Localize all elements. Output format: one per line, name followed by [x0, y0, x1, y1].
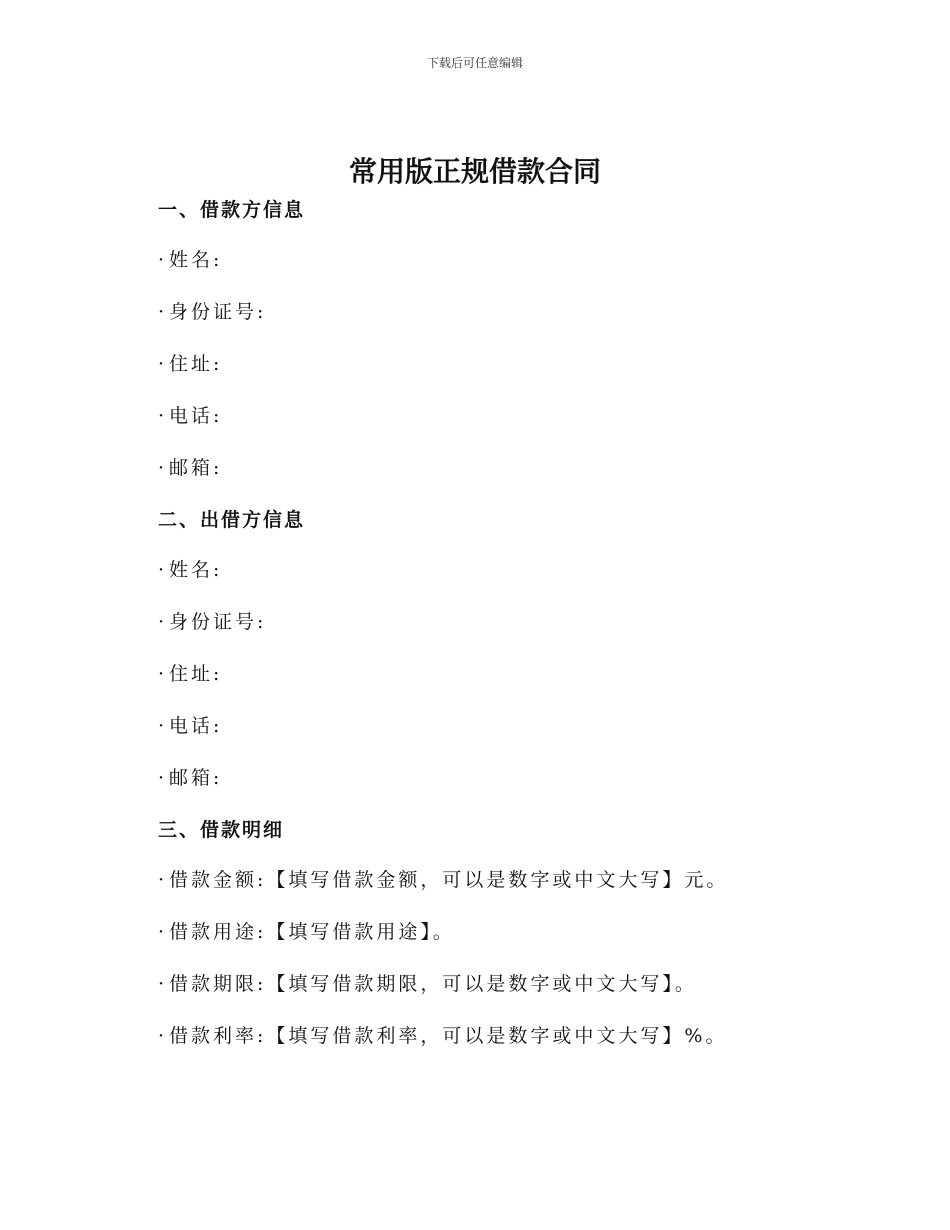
item-text: 借款金额:【填写借款金额，可以是数字或中文大写】元。 — [169, 869, 729, 891]
list-item — [158, 450, 858, 502]
bullet-icon: · — [158, 973, 165, 995]
bullet-icon: · — [158, 249, 165, 271]
item-text: 借款用途:【填写借款用途】。 — [169, 921, 455, 943]
section-lender-info — [158, 502, 858, 812]
section-heading: 一、借款方信息 — [158, 199, 306, 221]
section-heading: 二、出借方信息 — [158, 509, 306, 531]
bullet-icon: · — [158, 715, 165, 737]
bullet-icon: · — [158, 1025, 165, 1047]
section-heading: 三、借款明细 — [158, 819, 285, 841]
item-text: 借款利率:【填写借款利率，可以是数字或中文大写】%。 — [169, 1025, 728, 1047]
bullet-icon: · — [158, 869, 165, 891]
item-text: 邮箱: — [169, 457, 223, 479]
section-loan-details — [158, 812, 858, 1070]
list-item — [158, 398, 858, 450]
bullet-icon: · — [158, 353, 165, 375]
list-item — [158, 862, 858, 914]
item-text: 身份证号: — [169, 611, 267, 633]
list-item — [158, 346, 858, 398]
list-item — [158, 966, 858, 1018]
item-text: 姓名: — [169, 249, 223, 271]
list-item — [158, 760, 858, 812]
page-header-note: 下载后可任意编辑 — [426, 56, 523, 70]
item-text: 住址: — [169, 353, 223, 375]
item-text: 借款期限:【填写借款期限，可以是数字或中文大写】。 — [169, 973, 697, 995]
bullet-icon: · — [158, 767, 165, 789]
item-text: 身份证号: — [169, 301, 267, 323]
bullet-icon: · — [158, 301, 165, 323]
list-item — [158, 604, 858, 656]
document-title: 常用版正规借款合同 — [348, 155, 601, 188]
item-text: 住址: — [169, 663, 223, 685]
bullet-icon: · — [158, 663, 165, 685]
list-item — [158, 1018, 858, 1070]
list-item — [158, 914, 858, 966]
bullet-icon: · — [158, 559, 165, 581]
bullet-icon: · — [158, 611, 165, 633]
list-item — [158, 242, 858, 294]
section-borrower-info — [158, 192, 858, 502]
list-item — [158, 656, 858, 708]
list-item — [158, 708, 858, 760]
bullet-icon: · — [158, 405, 165, 427]
list-item — [158, 294, 858, 346]
item-text: 邮箱: — [169, 767, 223, 789]
item-text: 电话: — [169, 715, 223, 737]
item-text: 姓名: — [169, 559, 223, 581]
item-text: 电话: — [169, 405, 223, 427]
list-item — [158, 552, 858, 604]
bullet-icon: · — [158, 457, 165, 479]
bullet-icon: · — [158, 921, 165, 943]
document-body — [158, 192, 858, 1070]
